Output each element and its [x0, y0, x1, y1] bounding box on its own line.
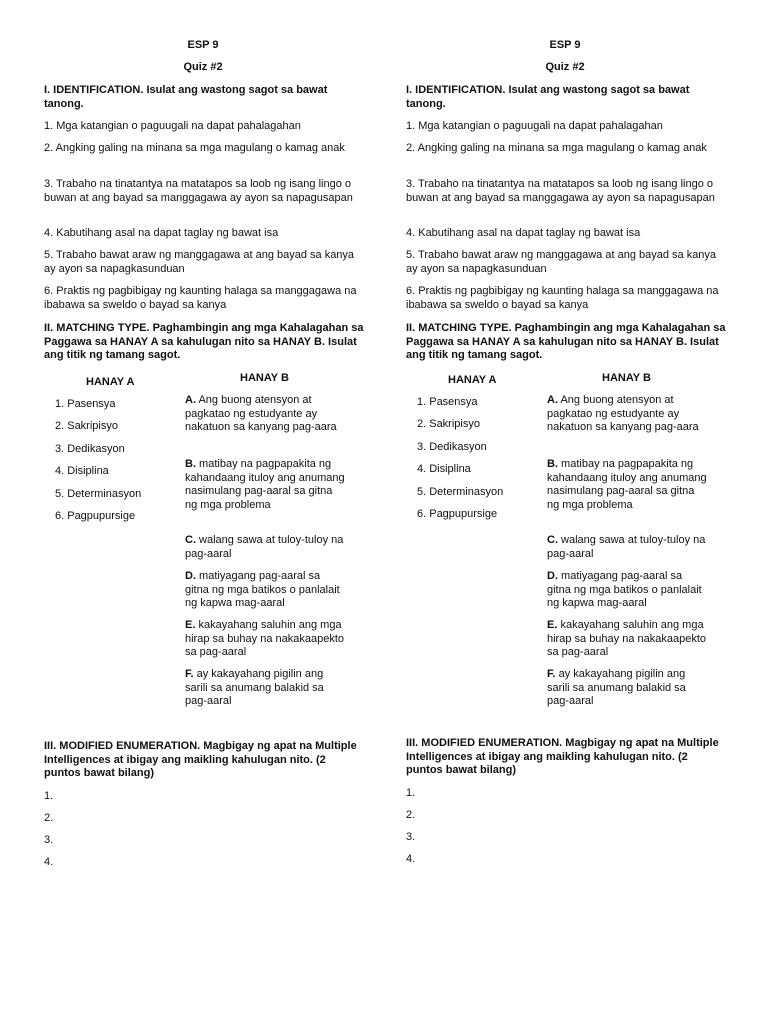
hanay-a-item: 2. Sakripisyo: [55, 420, 118, 432]
identification-question: 4. Kabutihang asal na dapat taglay ng bawat isa: [406, 227, 641, 239]
hanay-a-item: 4. Disiplina: [55, 465, 109, 477]
hanay-b-letter: B.: [185, 458, 196, 470]
enumeration-item: 3.: [406, 831, 416, 843]
hanay-b-item: [547, 394, 707, 435]
identification-question: 2. Angking galing na minana sa mga magulang o kamag anak: [44, 142, 345, 154]
hanay-b-item: [547, 458, 707, 512]
hanay-b-text: matibay na pagpapakita ng kahandaang ituloy ang anumang nasimulang pag-aaral sa gitna ng mga problema: [547, 458, 707, 511]
hanay-b-text: matibay na pagpapakita ng kahandaang ituloy ang anumang nasimulang pag-aaral sa gitna ng mga problema: [185, 458, 345, 511]
subject-title: ESP 9: [187, 39, 219, 51]
identification-question: 4. Kabutihang asal na dapat taglay ng bawat isa: [44, 227, 279, 239]
hanay-a-item: 4. Disiplina: [417, 463, 471, 475]
enumeration-item: 2.: [406, 809, 416, 821]
hanay-a-item: 6. Pagpupursige: [417, 508, 498, 520]
quiz-copy-right: [406, 0, 736, 1024]
hanay-b-item: [185, 394, 345, 435]
hanay-b-item: [547, 570, 707, 611]
hanay-a-title: HANAY A: [448, 374, 497, 386]
hanay-b-text: matiyagang pag-aaral sa gitna ng mga batikos o panlalait ng kapwa mag-aaral: [547, 570, 702, 610]
hanay-b-letter: F.: [547, 668, 556, 680]
hanay-a-item: 5. Determinasyon: [417, 486, 504, 498]
hanay-b-letter: D.: [547, 570, 558, 582]
identification-question: 1. Mga katangian o paguugali na dapat pahalagahan: [406, 120, 663, 132]
hanay-b-letter: D.: [185, 570, 196, 582]
identification-question: 5. Trabaho bawat araw ng manggagawa at ang bayad sa kanya ay ayon sa napagkasunduan: [44, 249, 355, 275]
hanay-b-item: [185, 619, 345, 660]
hanay-a-item: 1. Pasensya: [417, 396, 478, 408]
hanay-a-item: 1. Pasensya: [55, 398, 116, 410]
hanay-a-title: HANAY A: [86, 376, 135, 388]
hanay-b-letter: C.: [547, 534, 558, 546]
hanay-b-text: walang sawa at tuloy-tuloy na pag-aaral: [547, 534, 706, 560]
hanay-b-letter: C.: [185, 534, 196, 546]
hanay-b-letter: B.: [547, 458, 558, 470]
enumeration-item: 3.: [44, 834, 54, 846]
hanay-b-text: kakayahang saluhin ang mga hirap sa buhay na nakakaapekto sa pag-aaral: [185, 619, 345, 659]
hanay-b-letter: A.: [547, 394, 558, 406]
identification-question: 2. Angking galing na minana sa mga magulang o kamag anak: [406, 142, 707, 154]
enumeration-item: 4.: [44, 856, 54, 868]
hanay-b-item: [547, 534, 707, 561]
hanay-b-title: HANAY B: [602, 372, 651, 384]
hanay-b-letter: E.: [547, 619, 558, 631]
hanay-b-letter: E.: [185, 619, 196, 631]
hanay-b-text: matiyagang pag-aaral sa gitna ng mga batikos o panlalait ng kapwa mag-aaral: [185, 570, 340, 610]
enumeration-item: 1.: [44, 790, 54, 802]
identification-question: 3. Trabaho na tinatantya na matatapos sa loob ng isang lingo o buwan at ang bayad sa manggagawa ay ayon sa napagusapan: [406, 178, 715, 204]
matching-heading: II. MATCHING TYPE. Paghambingin ang mga Kahalagahan sa Paggawa sa HANAY A sa kahulugan nito sa HANAY B. Isulat ang titik ng tamang sagot.: [406, 322, 726, 362]
identification-question: 3. Trabaho na tinatantya na matatapos sa loob ng isang lingo o buwan at ang bayad sa manggagawa ay ayon sa napagusapan: [44, 178, 353, 204]
quiz-number: Quiz #2: [545, 61, 585, 73]
enumeration-item: 4.: [406, 853, 416, 865]
hanay-b-item: [185, 668, 345, 709]
identification-heading: I. IDENTIFICATION. Isulat ang wastong sagot sa bawat tanong.: [406, 84, 690, 110]
quiz-copy-left: [44, 0, 374, 1024]
hanay-b-text: Ang buong atensyon at pagkatao ng estudyante ay nakatuon sa kanyang pag-aara: [185, 394, 337, 434]
hanay-b-title: HANAY B: [240, 372, 289, 384]
matching-heading: II. MATCHING TYPE. Paghambingin ang mga Kahalagahan sa Paggawa sa HANAY A sa kahulugan nito sa HANAY B. Isulat ang titik ng tamang sagot.: [44, 322, 364, 362]
hanay-b-text: kakayahang saluhin ang mga hirap sa buhay na nakakaapekto sa pag-aaral: [547, 619, 707, 659]
hanay-b-item: [547, 668, 707, 709]
enumeration-heading: III. MODIFIED ENUMERATION. Magbigay ng apat na Multiple Intelligences at ibigay ang maikling kahulugan nito. (2 puntos bawat bilang): [406, 737, 719, 777]
hanay-b-letter: A.: [185, 394, 196, 406]
quiz-number: Quiz #2: [183, 61, 223, 73]
hanay-a-item: 6. Pagpupursige: [55, 510, 136, 522]
hanay-a-item: 2. Sakripisyo: [417, 418, 480, 430]
hanay-b-item: [185, 534, 345, 561]
hanay-a-item: 5. Determinasyon: [55, 488, 142, 500]
subject-title: ESP 9: [549, 39, 581, 51]
hanay-a-item: 3. Dedikasyon: [55, 443, 125, 455]
hanay-b-text: ay kakayahang pigilin ang sarili sa anumang balakid sa pag-aaral: [547, 668, 686, 708]
hanay-b-item: [185, 570, 345, 611]
hanay-b-item: [185, 458, 345, 512]
enumeration-item: 1.: [406, 787, 416, 799]
hanay-b-text: ay kakayahang pigilin ang sarili sa anumang balakid sa pag-aaral: [185, 668, 324, 708]
hanay-b-text: Ang buong atensyon at pagkatao ng estudyante ay nakatuon sa kanyang pag-aara: [547, 394, 699, 434]
hanay-b-letter: F.: [185, 668, 194, 680]
hanay-b-text: walang sawa at tuloy-tuloy na pag-aaral: [185, 534, 344, 560]
enumeration-heading: III. MODIFIED ENUMERATION. Magbigay ng apat na Multiple Intelligences at ibigay ang maikling kahulugan nito. (2 puntos bawat bilang): [44, 740, 357, 780]
hanay-b-item: [547, 619, 707, 660]
identification-question: 5. Trabaho bawat araw ng manggagawa at ang bayad sa kanya ay ayon sa napagkasunduan: [406, 249, 717, 275]
hanay-a-item: 3. Dedikasyon: [417, 441, 487, 453]
enumeration-item: 2.: [44, 812, 54, 824]
identification-question: 6. Praktis ng pagbibigay ng kaunting halaga sa manggagawa na ibabawa sa sweldo o bayad sa kanya: [406, 285, 719, 311]
identification-question: 6. Praktis ng pagbibigay ng kaunting halaga sa manggagawa na ibabawa sa sweldo o bayad sa kanya: [44, 285, 357, 311]
identification-heading: I. IDENTIFICATION. Isulat ang wastong sagot sa bawat tanong.: [44, 84, 328, 110]
identification-question: 1. Mga katangian o paguugali na dapat pahalagahan: [44, 120, 301, 132]
